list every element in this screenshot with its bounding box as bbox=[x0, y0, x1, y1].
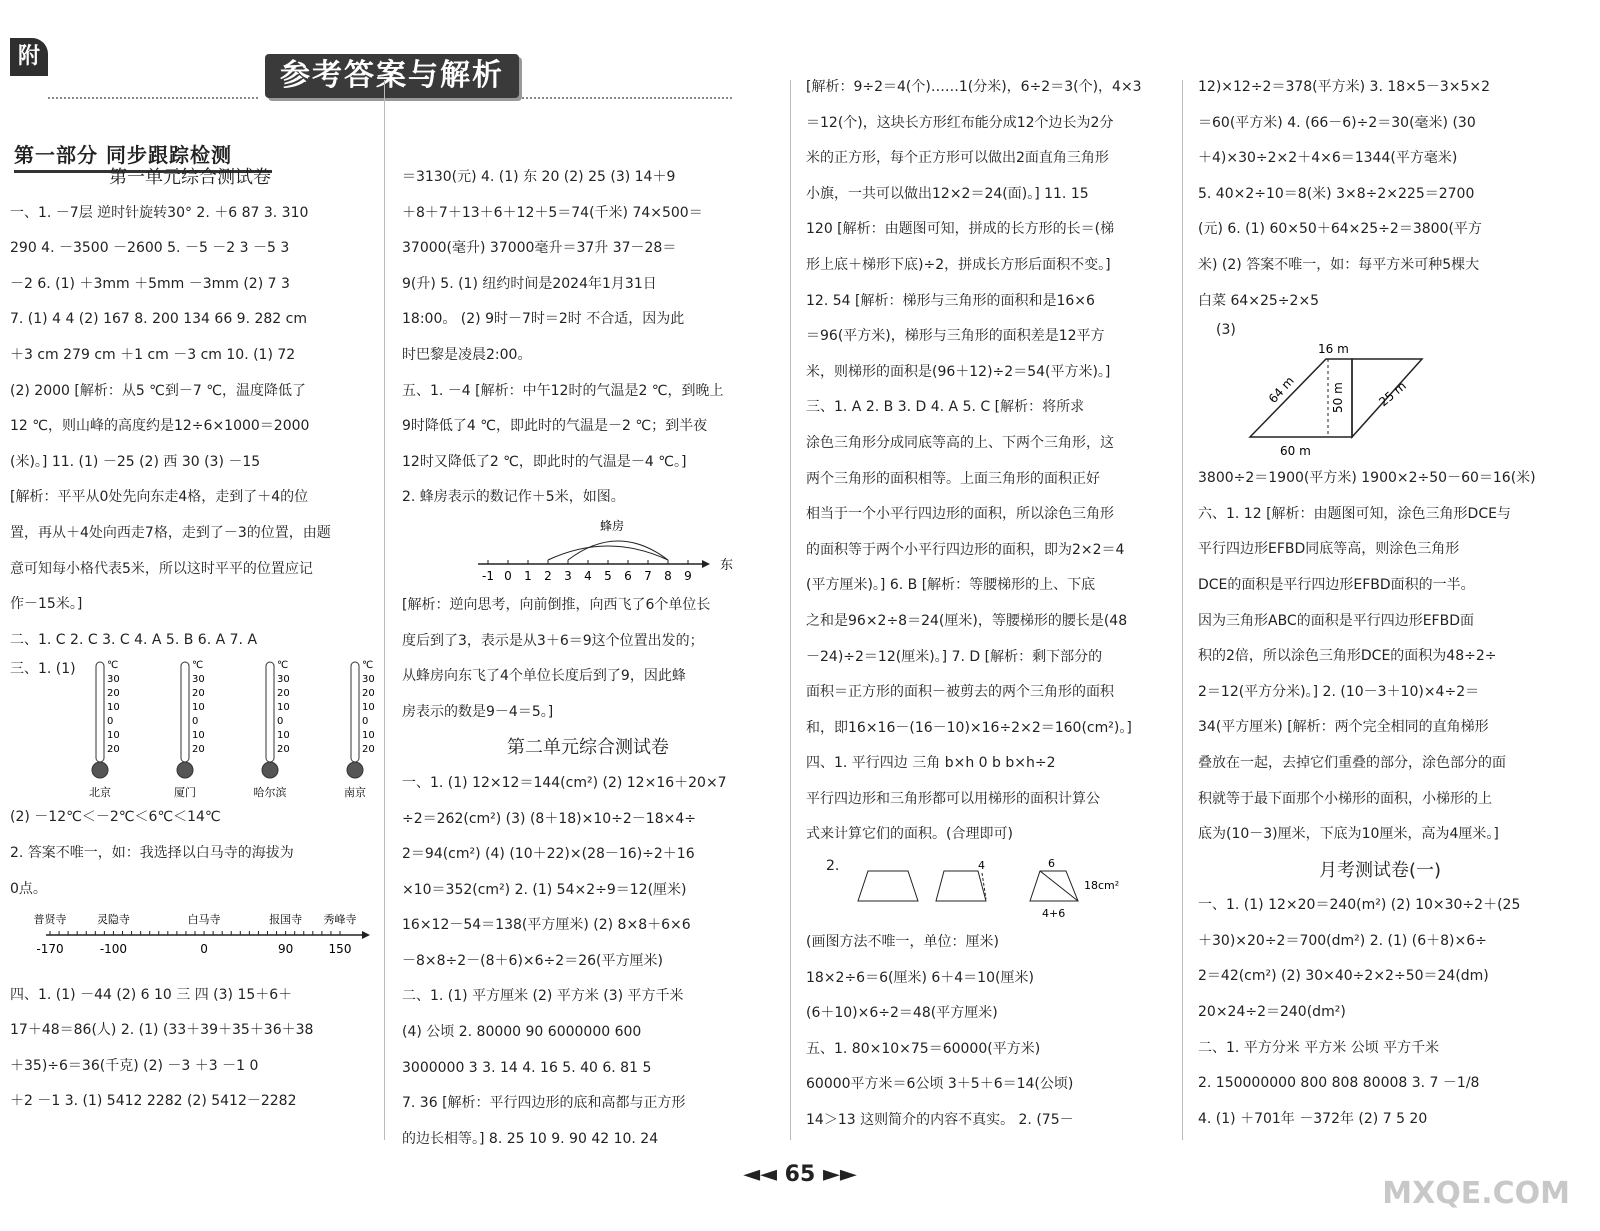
thermometer-tick: 0 bbox=[107, 716, 114, 728]
tick-label: 1 bbox=[524, 568, 532, 583]
answer-line: 二、1. 平方分米 平方米 公顷 平方千米 bbox=[1198, 1039, 1440, 1056]
answer-line: 米) (2) 答案不唯一，如：每平方米可种5棵大 bbox=[1198, 256, 1480, 273]
answer-line: 3800÷2＝1900(平方米) 1900×2÷50－60＝16(米) bbox=[1198, 470, 1536, 487]
dimension-label: 25 m bbox=[1376, 378, 1409, 410]
answer-column-2 bbox=[402, 160, 774, 1157]
answer-line: 式来计算它们的面积。(合理即可) bbox=[806, 826, 1013, 843]
dimension-label: 50 m bbox=[1331, 382, 1345, 414]
page-title: 参考答案与解析 bbox=[265, 54, 519, 98]
answer-line: ＋8＋7＋13＋6＋12＋5＝74(千米) 74×500＝ bbox=[402, 204, 703, 221]
shape-label: 4 bbox=[978, 859, 985, 873]
answer-column-1 bbox=[10, 160, 375, 1120]
answer-line: 12. 54 [解析：梯形与三角形的面积和是16×6 bbox=[806, 292, 1095, 309]
tick-label: 2 bbox=[544, 568, 552, 583]
answer-line: (米)。] 11. (1) －25 (2) 西 30 (3) －15 bbox=[10, 453, 261, 470]
answer-line: 60000平方米＝6公顷 3＋5＋6＝14(公顷) bbox=[806, 1076, 1074, 1093]
thermometer-tube bbox=[266, 662, 274, 762]
answer-line: 34(平方厘米) [解析：两个完全相同的直角梯形 bbox=[1198, 719, 1489, 736]
answer-line: DCE的面积是平行四边形EFBD面积的一半。 bbox=[1198, 576, 1475, 593]
answer-line: 之和是96×2÷8＝24(厘米)，等腰梯形的腰长是(48 bbox=[806, 612, 1128, 629]
thermometer-tick: 0 bbox=[362, 716, 369, 728]
thermometer-tube bbox=[351, 662, 359, 762]
answer-line: 5. 40×2÷10＝8(米) 3×8÷2×225＝2700 bbox=[1198, 185, 1475, 202]
answer-line: 平行四边形和三角形都可以用梯形的面积计算公 bbox=[806, 790, 1100, 807]
temple-altitude: 150 bbox=[328, 942, 352, 957]
answer-line: 涂色三角形分成同底等高的上、下两个三角形，这 bbox=[806, 434, 1114, 451]
thermometer-tube bbox=[181, 662, 189, 762]
appendix-badge: 附 bbox=[10, 38, 48, 76]
answer-line: ＋35)÷6＝36(千克) (2) －3 ＋3 －1 0 bbox=[10, 1057, 259, 1074]
answer-line: 白菜 64×25÷2×5 bbox=[1198, 292, 1320, 309]
thermometer-tick: 10 bbox=[277, 702, 290, 714]
city-label: 厦门 bbox=[174, 786, 196, 800]
section-heading: 第二单元综合测试卷 bbox=[507, 737, 669, 759]
thermometer-bulb bbox=[177, 762, 193, 778]
answer-line: 形上底＋梯形下底)÷2，拼成长方形后面积不变。] bbox=[806, 256, 1111, 273]
answer-line: 37000(毫升) 37000毫升＝37升 37－28＝ bbox=[402, 240, 677, 257]
answer-line: 的边长相等。] 8. 25 10 9. 90 42 10. 24 bbox=[402, 1130, 659, 1147]
tick-label: 6 bbox=[624, 568, 632, 583]
page-number: ◄◄ 65 ►► bbox=[743, 1162, 857, 1187]
thermometer-unit: ℃ bbox=[277, 660, 289, 672]
answer-line: 20×24÷2＝240(dm²) bbox=[1198, 1004, 1346, 1021]
question-label: (3) bbox=[1216, 322, 1236, 339]
figure bbox=[402, 516, 774, 588]
shape-label: 4+6 bbox=[1042, 907, 1066, 921]
answer-line: 一、1. －7层 逆时针旋转30° 2. ＋6 87 3. 310 bbox=[10, 204, 309, 221]
answer-line: 米的正方形，每个正方形可以做出2面直角三角形 bbox=[806, 150, 1109, 167]
answer-column-3 bbox=[806, 70, 1168, 1139]
arrow-head bbox=[702, 560, 710, 568]
answer-line: 12 ℃，则山峰的高度约是12÷6×1000＝2000 bbox=[10, 418, 310, 435]
answer-line: 小旗，一共可以做出12×2＝24(面)。] 11. 15 bbox=[806, 185, 1089, 202]
tick-label: 5 bbox=[604, 568, 612, 583]
column-divider bbox=[790, 80, 791, 1140]
answer-line: 一、1. (1) 12×20＝240(m²) (2) 10×30÷2＋(25 bbox=[1198, 897, 1521, 914]
dimension-label: 60 m bbox=[1280, 444, 1311, 459]
answer-line: 两个三角形的面积相等。上面三角形的面积正好 bbox=[806, 470, 1100, 487]
answer-line: 120 [解析：由题图可知，拼成的长方形的长＝(梯 bbox=[806, 221, 1115, 238]
answer-line: 积就等于最下面那个小梯形的面积，小梯形的上 bbox=[1198, 790, 1492, 807]
title-rule-left bbox=[48, 97, 258, 99]
answer-line: 17＋48＝86(人) 2. (1) (33＋39＋35＋36＋38 bbox=[10, 1022, 314, 1039]
temple-altitude: 90 bbox=[277, 942, 294, 957]
answer-line: 底为(10－3)厘米，下底为10厘米，高为4厘米。] bbox=[1198, 826, 1499, 843]
answer-line: 3000000 3 3. 14 4. 16 5. 40 6. 81 5 bbox=[402, 1059, 652, 1076]
answer-line: (2) 2000 [解析：从5 ℃到－7 ℃，温度降低了 bbox=[10, 382, 306, 399]
answer-line: [解析：平平从0处先向东走4格，走到了＋4的位 bbox=[10, 489, 309, 506]
answer-line: 五、1. －4 [解析：中午12时的气温是2 ℃，到晚上 bbox=[402, 382, 724, 399]
answer-line: ＝12(个)，这块长方形红布能分成12个边长为2分 bbox=[806, 114, 1114, 131]
answer-line: 相当于一个小平行四边形的面积，所以涂色三角形 bbox=[806, 506, 1114, 523]
thermometer-tick: 20 bbox=[277, 688, 290, 700]
east-label: 东 bbox=[720, 557, 734, 573]
thermometer-tick: 10 bbox=[107, 730, 120, 742]
answer-line: 时巴黎是凌晨2:00。 bbox=[402, 346, 532, 363]
answer-line: (6＋10)×6÷2＝48(平方厘米) bbox=[806, 1005, 998, 1022]
thermometer-tick: 20 bbox=[192, 688, 205, 700]
thermometer-bulb bbox=[347, 762, 363, 778]
answer-line: 房表示的数是9－4＝5。] bbox=[402, 703, 554, 720]
answer-line: 2. 蜂房表示的数记作＋5米，如图。 bbox=[402, 489, 625, 506]
answer-line: ×10＝352(cm²) 2. (1) 54×2÷9＝12(厘米) bbox=[402, 881, 687, 898]
thermometer-tick: 10 bbox=[362, 702, 375, 714]
section-heading: 月考测试卷(一) bbox=[1318, 859, 1442, 881]
thermometer-tick: 0 bbox=[192, 716, 199, 728]
answer-line: 7. 36 [解析：平行四边形的底和高都与正方形 bbox=[402, 1095, 686, 1112]
answer-line: 作－15米。] bbox=[10, 596, 83, 613]
answer-line: 2. 答案不唯一，如：我选择以白马寺的海拔为 bbox=[10, 844, 294, 861]
answer-line: [解析：9÷2＝4(个)……1(分米)，6÷2＝3(个)，4×3 bbox=[806, 79, 1142, 95]
answer-line: 18×2÷6＝6(厘米) 6＋4＝10(厘米) bbox=[806, 969, 1034, 986]
answer-line: 2＝94(cm²) (4) (10＋22)×(28－16)÷2＋16 bbox=[402, 846, 695, 863]
temple-altitude: -170 bbox=[36, 942, 64, 957]
temple-name: 普贤寺 bbox=[33, 913, 67, 927]
area-label: 18cm² bbox=[1084, 879, 1120, 893]
thermometer-tick: 0 bbox=[277, 716, 284, 728]
figure bbox=[1198, 319, 1562, 461]
city-label: 北京 bbox=[89, 786, 111, 800]
thermometer-tick: 20 bbox=[192, 744, 205, 756]
tick-label: 9 bbox=[684, 568, 692, 583]
tick-label: 4 bbox=[584, 568, 592, 583]
answer-line: ＋2 －1 3. (1) 5412 2282 (2) 5412－2282 bbox=[10, 1093, 297, 1110]
answer-line: ＝96(平方米)，梯形与三角形的面积差是12平方 bbox=[806, 328, 1105, 345]
answer-line: 2. 150000000 800 808 80008 3. 7 －1/8 bbox=[1198, 1075, 1480, 1092]
arrow-head bbox=[362, 931, 370, 939]
answer-line: 290 4. －3500 －2600 5. －5 －2 3 －5 3 bbox=[10, 240, 290, 257]
city-label: 南京 bbox=[344, 786, 366, 800]
answer-line: ＋30)×20÷2＝700(dm²) 2. (1) (6＋8)×6÷ bbox=[1198, 932, 1487, 949]
thermometer-tick: 20 bbox=[107, 744, 120, 756]
answer-line: 面积＝正方形的面积－被剪去的两个三角形的面积 bbox=[806, 684, 1114, 701]
thermometer-bulb bbox=[262, 762, 278, 778]
watermark: MXQE.COM bbox=[1382, 1176, 1570, 1211]
answer-line: [解析：逆向思考，向前倒推，向西飞了6个单位长 bbox=[402, 596, 711, 613]
flight-arc-east bbox=[568, 541, 668, 560]
answer-line: ÷2＝262(cm²) (3) (8＋18)×10÷2－18×4÷ bbox=[402, 810, 696, 827]
flight-arc-west bbox=[548, 546, 668, 560]
section-heading: 第一单元综合测试卷 bbox=[109, 167, 271, 188]
answer-line: 的面积等于两个小平行四边形的面积，即为2×2＝4 bbox=[806, 541, 1125, 558]
trapezoid-shape bbox=[936, 871, 986, 901]
thermometer-tick: 20 bbox=[107, 688, 120, 700]
answer-line: (元) 6. (1) 60×50＋64×25÷2＝3800(平方 bbox=[1198, 221, 1482, 238]
city-label: 哈尔滨 bbox=[253, 786, 287, 800]
figure bbox=[10, 658, 375, 800]
trapezoid-shape bbox=[858, 871, 918, 901]
answer-line: 度后到了3，表示是从3＋6＝9这个位置出发的； bbox=[402, 632, 704, 649]
answer-line: (平方厘米)。] 6. B [解析：等腰梯形的上、下底 bbox=[806, 577, 1096, 594]
thermometer-tick: 10 bbox=[192, 702, 205, 714]
answer-line: 四、1. (1) －44 (2) 6 10 三 四 (3) 15＋6＋ bbox=[10, 986, 293, 1003]
thermometer-tick: 30 bbox=[107, 674, 120, 686]
question-label: 2. bbox=[826, 858, 840, 875]
answer-line: 四、1. 平行四边 三角 b×h 0 b b×h÷2 bbox=[806, 755, 1056, 772]
answer-line: 一、1. (1) 12×12＝144(cm²) (2) 12×16＋20×7 bbox=[402, 774, 727, 791]
answer-line: ＋3 cm 279 cm ＋1 cm －3 cm 10. (1) 72 bbox=[10, 346, 296, 363]
answer-line: (2) －12℃＜－2℃＜6℃＜14℃ bbox=[10, 809, 221, 826]
answer-line: 叠放在一起，去掉它们重叠的部分，涂色部分的面 bbox=[1198, 754, 1506, 771]
temple-name: 白马寺 bbox=[187, 913, 221, 927]
beehive-label: 蜂房 bbox=[599, 518, 625, 533]
answer-line: 从蜂房向东飞了4个单位长度后到了9，因此蜂 bbox=[402, 668, 686, 685]
answer-line: 三、1. A 2. B 3. D 4. A 5. C [解析：将所求 bbox=[806, 399, 1085, 416]
thermometer-tick: 10 bbox=[107, 702, 120, 714]
answer-line: 二、1. C 2. C 3. C 4. A 5. B 6. A 7. A bbox=[10, 631, 258, 648]
answer-line: 平行四边形EFBD同底等高，则涂色三角形 bbox=[1198, 541, 1460, 558]
answer-line: －8×8÷2－(8＋6)×6÷2＝26(平方厘米) bbox=[402, 952, 663, 969]
tick-label: 7 bbox=[644, 568, 652, 583]
answer-line: 12时又降低了2 ℃，即此时的气温是－4 ℃。] bbox=[402, 453, 687, 470]
answer-line: (画图方法不唯一，单位：厘米) bbox=[806, 934, 999, 951]
thermometer-tick: 10 bbox=[277, 730, 290, 742]
tick-label: 8 bbox=[664, 568, 672, 583]
answer-line: 米，则梯形的面积是(96＋12)÷2＝54(平方米)。] bbox=[806, 363, 1111, 380]
thermometer-unit: ℃ bbox=[107, 660, 119, 672]
figure bbox=[10, 907, 370, 978]
column-divider bbox=[384, 80, 385, 1140]
answer-line: 12)×12÷2＝378(平方米) 3. 18×5－3×5×2 bbox=[1198, 79, 1490, 95]
answer-line: ＝3130(元) 4. (1) 东 20 (2) 25 (3) 14＋9 bbox=[402, 169, 676, 185]
answer-line: (4) 公顷 2. 80000 90 6000000 600 bbox=[402, 1024, 642, 1041]
answer-line: －24)÷2＝12(厘米)。] 7. D [解析：剩下部分的 bbox=[806, 648, 1103, 665]
temple-name: 秀峰寺 bbox=[323, 913, 357, 927]
thermometer-tick: 20 bbox=[362, 744, 375, 756]
shape-label: 6 bbox=[1048, 857, 1055, 871]
temple-altitude: 0 bbox=[200, 942, 208, 957]
answer-line: 9时降低了4 ℃，即此时的气温是－2 ℃；到半夜 bbox=[402, 418, 708, 435]
title-rule-right bbox=[522, 97, 732, 99]
answer-line: 置，再从＋4处向西走7格，走到了－3的位置，由题 bbox=[10, 524, 331, 541]
answer-line: 积的2倍，所以涂色三角形DCE的面积为48÷2÷ bbox=[1198, 648, 1497, 665]
temple-name: 灵隐寺 bbox=[96, 913, 130, 927]
answer-line: 2＝12(平方分米)。] 2. (10－3＋10)×4÷2＝ bbox=[1198, 683, 1480, 700]
thermometer-unit: ℃ bbox=[362, 660, 374, 672]
dimension-label: 64 m bbox=[1265, 373, 1297, 407]
thermometer-tick: 30 bbox=[277, 674, 290, 686]
thermometer-tick: 20 bbox=[277, 744, 290, 756]
answer-line: 因为三角形ABC的面积是平行四边形EFBD面 bbox=[1198, 612, 1474, 629]
answer-line: 六、1. 12 [解析：由题图可知，涂色三角形DCE与 bbox=[1198, 505, 1511, 522]
thermometer-tick: 20 bbox=[362, 688, 375, 700]
answer-line: 0点。 bbox=[10, 880, 47, 897]
answer-line: 五、1. 80×10×75＝60000(平方米) bbox=[806, 1040, 1041, 1057]
answer-column-4 bbox=[1198, 70, 1562, 1137]
thermometer-bulb bbox=[92, 762, 108, 778]
temple-name: 报国寺 bbox=[269, 913, 303, 927]
tick-label: -1 bbox=[482, 568, 494, 583]
thermometer-tick: 30 bbox=[362, 674, 375, 686]
answer-line: 14＞13 这则简介的内容不真实。 2. (75－ bbox=[806, 1112, 1074, 1129]
answer-line: 7. (1) 4 4 (2) 167 8. 200 134 66 9. 282 cm bbox=[10, 311, 307, 328]
answer-line: ＋4)×30÷2×2＋4×6＝1344(平方毫米) bbox=[1198, 150, 1458, 167]
dimension-label: 16 m bbox=[1318, 342, 1349, 357]
temple-altitude: -100 bbox=[99, 942, 128, 957]
answer-line: ＝60(平方米) 4. (66－6)÷2＝30(毫米) (30 bbox=[1198, 114, 1476, 131]
tick-label: 3 bbox=[564, 568, 572, 583]
answer-line: 2＝42(cm²) (2) 30×40÷2×2÷50＝24(dm) bbox=[1198, 968, 1489, 985]
thermometer-unit: ℃ bbox=[192, 660, 204, 672]
answer-line: 意可知每小格代表5米，所以这时平平的位置应记 bbox=[10, 560, 313, 577]
thermometer-tick: 10 bbox=[192, 730, 205, 742]
question-label: 三、1. (1) bbox=[10, 661, 76, 678]
answer-line: 和，即16×16－(16－10)×16÷2×2＝160(cm²)。] bbox=[806, 719, 1132, 736]
answer-line: 18:00。 (2) 9时－7时＝2时 不合适，因为此 bbox=[402, 311, 685, 328]
thermometer-tick: 30 bbox=[192, 674, 205, 686]
answer-line: －2 6. (1) ＋3mm ＋5mm －3mm (2) 7 3 bbox=[10, 275, 290, 292]
column-divider bbox=[1182, 80, 1183, 1140]
answer-line: 9(升) 5. (1) 纽约时间是2024年1月31日 bbox=[402, 275, 657, 292]
tick-label: 0 bbox=[504, 568, 512, 583]
thermometer-tick: 10 bbox=[362, 730, 375, 742]
answer-line: 16×12－54＝138(平方厘米) (2) 8×8＋6×6 bbox=[402, 917, 691, 934]
trapezoid-shape bbox=[1030, 871, 1078, 901]
figure bbox=[806, 853, 1168, 925]
thermometer-tube bbox=[96, 662, 104, 762]
answer-line: 4. (1) ＋701年 －372年 (2) 7 5 20 bbox=[1198, 1110, 1428, 1127]
answer-line: 二、1. (1) 平方厘米 (2) 平方米 (3) 平方千米 bbox=[402, 988, 684, 1005]
section-title: 第一部分 同步跟踪检测 bbox=[14, 140, 272, 173]
